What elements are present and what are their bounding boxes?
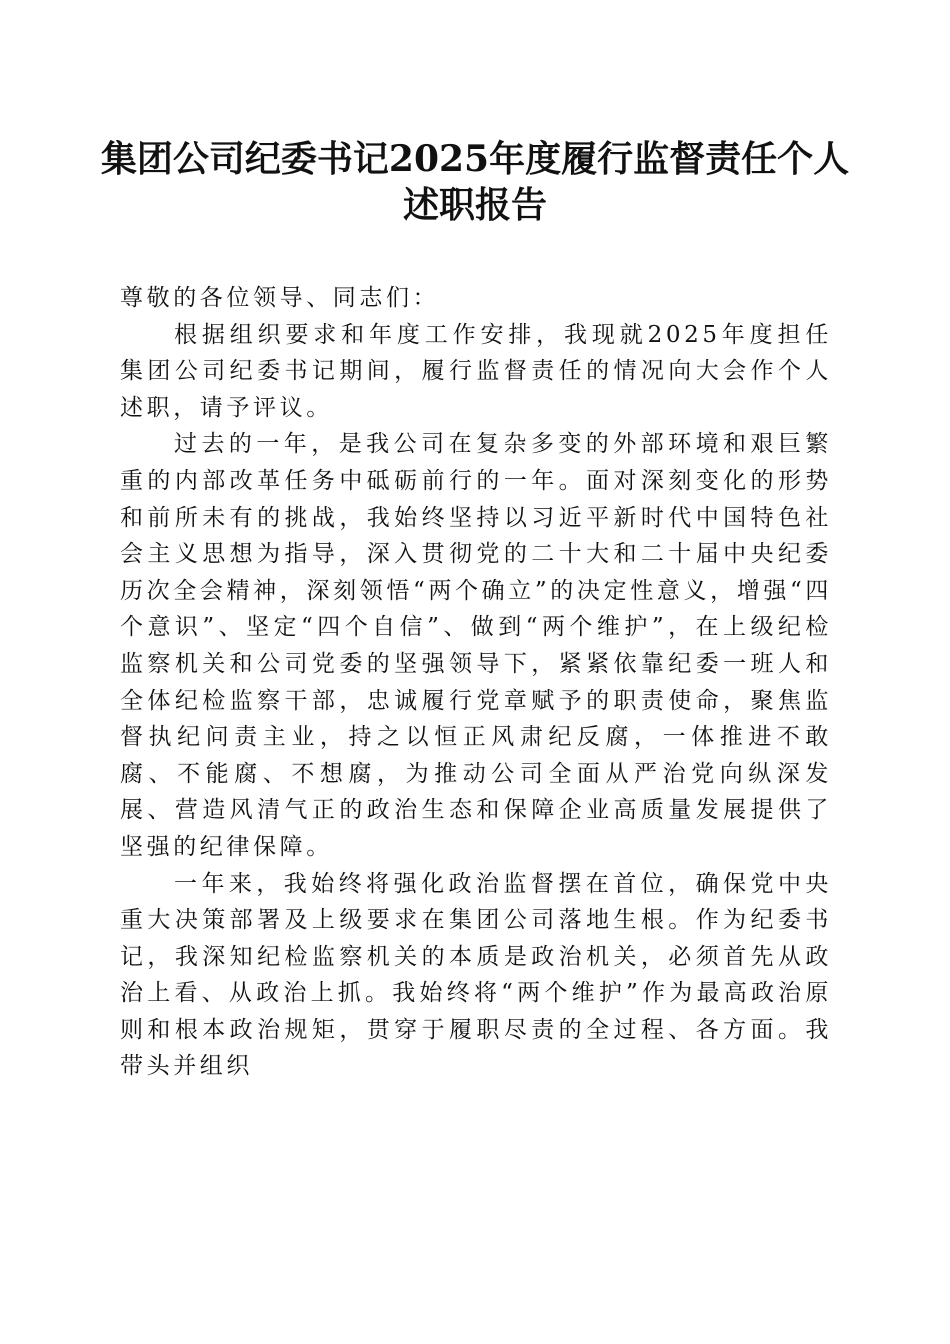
paragraph-1: 根据组织要求和年度工作安排，我现就2025年度担任集团公司纪委书记期间，履行监督责任的情况向大会作个人述职，请予评议。 [120, 321, 832, 421]
paragraph-3: 一年来，我始终将强化政治监督摆在首位，确保党中央重大决策部署及上级要求在集团公司落地生根。作为纪委书记，我深知纪检监察机关的本质是政治机关，必须首先从政治上看、从政治上抓。我始终将“两个维护”作为最高政治原则和根本政治规矩，贯穿于履职尽责的全过程、各方面。我带头并组织 [120, 870, 832, 1080]
paragraph-2: 过去的一年，是我公司在复杂多变的外部环境和艰巨繁重的内部改革任务中砥砺前行的一年。面对深刻变化的形势和前所未有的挑战，我始终坚持以习近平新时代中国特色社会主义思想为指导，深入贯彻党的二十大和二十届中央纪委历次全会精神，深刻领悟“两个确立”的决定性意义，增强“四个意识”、坚定“四个自信”、做到“两个维护”，在上级纪检监察机关和公司党委的坚强领导下，紧紧依靠纪委一班人和全体纪检监察干部，忠诚履行党章赋予的职责使命，聚焦监督执纪问责主业，持之以恒正风肃纪反腐，一体推进不敢腐、不能腐、不想腐，为推动公司全面从严治党向纵深发展、营造风清气正的政治生态和保障企业高质量发展提供了坚强的纪律保障。 [120, 431, 832, 860]
document-body [120, 280, 832, 1085]
document-title: 集团公司纪委书记2025年度履行监督责任个人述职报告 [100, 138, 850, 226]
salutation: 尊敬的各位领导、同志们： [120, 285, 440, 311]
